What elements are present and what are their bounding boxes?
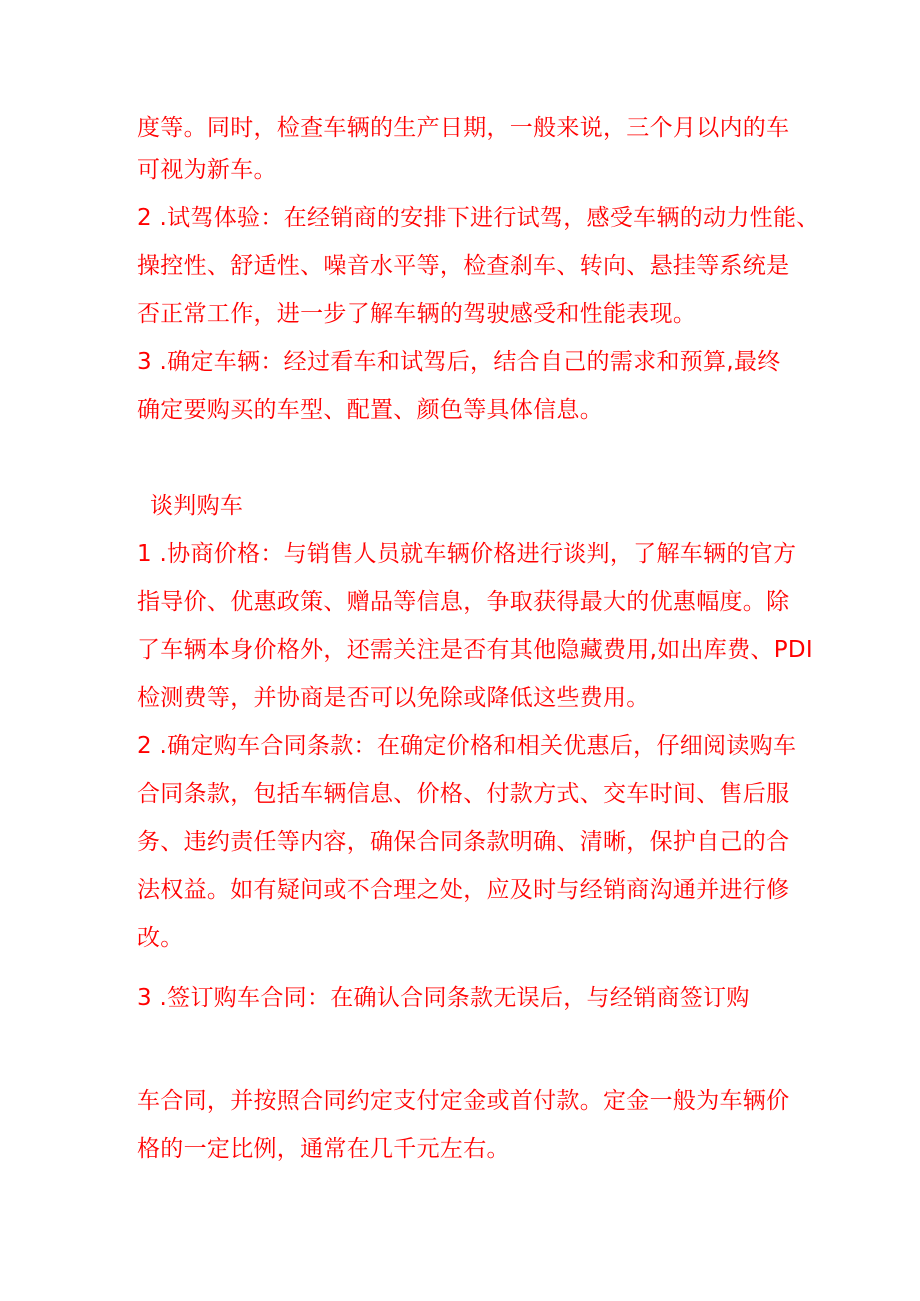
text-line: 了车辆本身价格外，还需关注是否有其他隐藏费用,如出库费、PDI <box>137 637 813 663</box>
text-line: 务、违约责任等内容，确保合同条款明确、清晰，保护自己的合 <box>137 829 790 855</box>
text-line: 检测费等，并协商是否可以免除或降低这些费用。 <box>137 685 650 711</box>
text-line: 车合同，并按照合同约定支付定金或首付款。定金一般为车辆价 <box>137 1088 790 1114</box>
text-line: 格的一定比例，通常在几千元左右。 <box>137 1136 510 1162</box>
list-item-sign-contract: 3 .签订购车合同：在确认合同条款无误后，与经销商签订购 <box>137 985 750 1011</box>
list-item-negotiate-price: 1 .协商价格：与销售人员就车辆价格进行谈判，了解车辆的官方 <box>137 541 797 567</box>
text-line: 法权益。如有疑问或不合理之处，应及时与经销商沟通并进行修 <box>137 877 790 903</box>
section-heading: 谈判购车 <box>150 493 244 519</box>
list-item-test-drive: 2 .试驾体验：在经销商的安排下进行试驾，感受车辆的动力性能、 <box>137 205 820 231</box>
text-line: 可视为新车。 <box>137 157 277 183</box>
list-item-confirm-vehicle: 3 .确定车辆：经过看车和试驾后，结合自己的需求和预算,最终 <box>137 349 781 375</box>
list-item-contract-terms: 2 .确定购车合同条款：在确定价格和相关优惠后，仔细阅读购车 <box>137 733 797 759</box>
text-line: 改。 <box>137 925 184 951</box>
text-line: 确定要购买的车型、配置、颜色等具体信息。 <box>137 397 603 423</box>
text-line: 合同条款，包括车辆信息、价格、付款方式、交车时间、售后服 <box>137 781 790 807</box>
text-line: 操控性、舒适性、噪音水平等，检查刹车、转向、悬挂等系统是 <box>137 253 790 279</box>
text-line: 度等。同时，检查车辆的生产日期，一般来说，三个月以内的车 <box>137 115 790 141</box>
text-line: 指导价、优惠政策、赠品等信息，争取获得最大的优惠幅度。除 <box>137 589 790 615</box>
text-line: 否正常工作，进一步了解车辆的驾驶感受和性能表现。 <box>137 301 697 327</box>
